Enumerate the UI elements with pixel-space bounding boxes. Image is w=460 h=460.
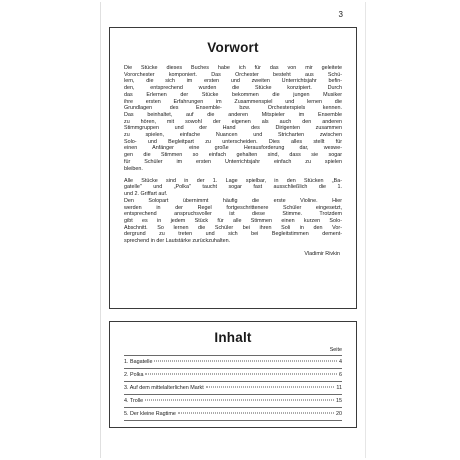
- contents-item: [124, 369, 342, 382]
- preface-line: das Erlernen der Stücke bekommen die jungen Musiker: [124, 91, 342, 98]
- dot-leader: [145, 374, 337, 375]
- preface-line: Alle Stücke sind in der 1. Lage spielbar, in den Stücken „Ba-: [124, 177, 342, 184]
- preface-line: für Schüler im ersten Unterrichtsjahr einfach zu spielen: [124, 158, 342, 165]
- contents-item-page: 11: [336, 385, 342, 391]
- contents-item: [124, 382, 342, 395]
- contents-frame: [109, 321, 357, 428]
- contents-item-title: 1. Bagatelle: [124, 359, 153, 365]
- preface-line: sprechend in der Lautstärke zurückzuhalten.: [124, 238, 231, 245]
- contents-title: Inhalt: [214, 330, 252, 345]
- contents-item-page: 20: [336, 411, 342, 417]
- preface-line: Das beinhaltet, auf die anderen Mitspieler im Ensemble: [124, 111, 342, 118]
- contents-item: [124, 355, 342, 369]
- contents-item: [124, 408, 342, 421]
- contents-item-page: 15: [336, 398, 342, 404]
- preface-line: Abschnitt. So lernen die Schüler bei ihren Soli in den Vor-: [124, 224, 342, 231]
- preface-line: zu hören, mit sowohl der eigenen als auch den anderen: [124, 118, 342, 125]
- preface-line: bleiben.: [124, 165, 143, 172]
- dot-leader: [206, 387, 335, 388]
- preface-line: Solo- und Begleitpart zu unterscheiden. Dies alles stellt für: [124, 138, 342, 145]
- contents-item: [124, 395, 342, 408]
- preface-body: [110, 65, 356, 245]
- preface-line: werden in der Regel fortgeschrittenere Schüler eingesetzt,: [124, 204, 342, 211]
- preface-line: gatelle" und „Polka" taucht sogar fast ausschließlich die 1.: [124, 184, 342, 191]
- contents-item-title: 3. Auf dem mittelalterlichen Markt: [124, 385, 204, 391]
- preface-line: lern, die sich im ersten und zweiten Unterrichtsjahr befin-: [124, 78, 342, 85]
- dot-leader: [145, 400, 334, 401]
- preface-line: den, entsprechend wurden die Stücke konzipiert. Durch: [124, 85, 342, 92]
- preface-line: Den Solopart übernimmt häufig die erste Violine. Hier: [124, 197, 342, 204]
- preface-paragraph: [124, 178, 342, 245]
- dot-leader: [154, 361, 337, 362]
- contents-item-title: 5. Der kleine Ragtime: [124, 411, 176, 417]
- page-number: 3: [338, 10, 343, 19]
- preface-line: gen die Stimmen so einfach gehalten sind, dass sie sogar: [124, 152, 342, 159]
- preface-line: und 2. Griffart auf.: [124, 191, 168, 198]
- author-signature: Vladimir Rivkin: [304, 250, 340, 257]
- preface-line: dergrund zu treten und sich bei Begleitstimmen dement-: [124, 231, 342, 238]
- preface-line: Vororchester komponiert. Das Orchester besteht aus Schü-: [124, 71, 342, 78]
- preface-line: Stimmgruppen und der Hand des Dirigenten zusammen: [124, 125, 342, 132]
- preface-line: gibt es in jedem Stück für alle Stimmen einen kurzen Solo-: [124, 217, 342, 224]
- contents-item-page: 6: [339, 372, 342, 378]
- preface-title: Vorwort: [207, 40, 259, 55]
- preface-line: ihre ersten Erfahrungen im Zusammenspiel und lernen die: [124, 98, 342, 105]
- contents-page-header: Seite: [329, 347, 342, 353]
- contents-list: [110, 355, 356, 421]
- contents-item-title: 2. Polka: [124, 372, 144, 378]
- preface-line: zu spielen, einfache Nuancen und Stricharten zwischen: [124, 132, 342, 139]
- preface-line: einen Anfänger eine große Herausforderung dar, weswe-: [124, 145, 342, 152]
- preface-frame: [109, 27, 357, 309]
- contents-item-title: 4. Trolle: [124, 398, 144, 404]
- preface-line: entsprechend anspruchsvoller ist diese Stimme. Trotzdem: [124, 211, 342, 218]
- book-page: [100, 2, 366, 458]
- preface-line: Die Stücke dieses Buches habe ich für das von mir geleitete: [124, 65, 342, 71]
- contents-item-page: 4: [339, 359, 342, 365]
- preface-paragraph: [124, 65, 342, 172]
- preface-line: Grundlagen des Ensemble- bzw. Orchesterspiels kennen.: [124, 105, 342, 112]
- dot-leader: [178, 413, 334, 414]
